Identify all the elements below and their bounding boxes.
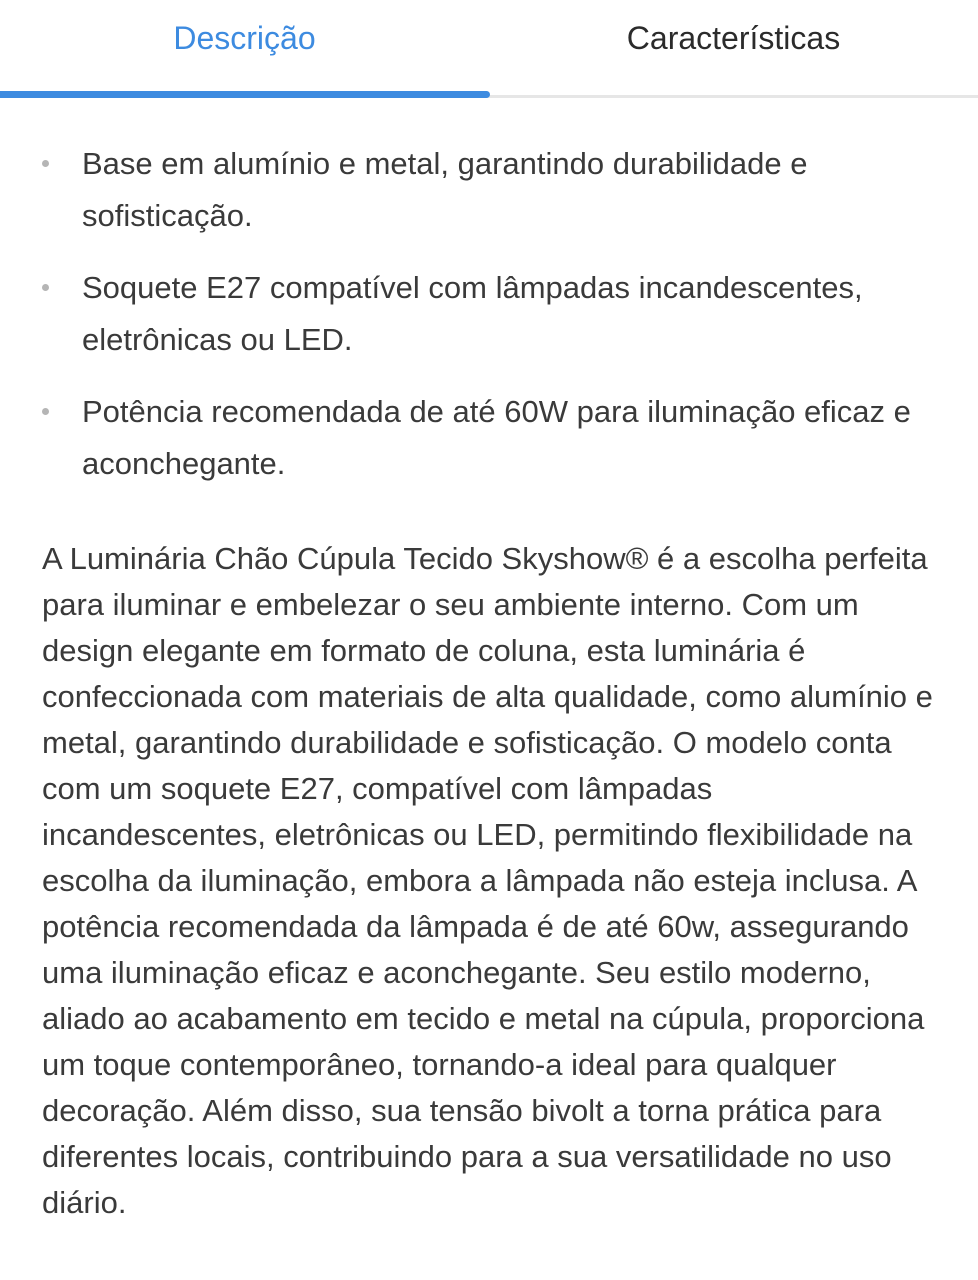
- tab-bar: [0, 0, 978, 98]
- feature-list: [42, 138, 936, 490]
- description-panel: [0, 138, 978, 1226]
- list-item: [42, 386, 936, 490]
- list-item: [42, 262, 936, 366]
- feature-text: Soquete E27 compatível com lâmpadas incandescentes, eletrônicas ou LED.: [82, 270, 863, 357]
- list-item: [42, 138, 936, 242]
- active-tab-indicator: [0, 91, 490, 98]
- feature-text: Potência recomendada de até 60W para iluminação eficaz e aconchegante.: [82, 394, 911, 481]
- tab-caracteristicas[interactable]: Características: [626, 20, 841, 56]
- bullet-icon: [42, 408, 49, 415]
- bullet-icon: [42, 160, 49, 167]
- product-description: A Luminária Chão Cúpula Tecido Skyshow® é a escolha perfeita para iluminar e embelezar o seu ambiente interno. Com um design elegante em formato de coluna, esta luminária é confeccionada com materiais de alta qualidade, como alumínio e metal, garantindo durabilidade e sofisticação. O modelo conta com um soquete E27, compatível com lâmpadas incandescentes, eletrônicas ou LED, permitindo flexibilidade na escolha da iluminação, embora a lâmpada não esteja inclusa. A potência recomendada da lâmpada é de até 60w, assegurando uma iluminação eficaz e aconchegante. Seu estilo moderno, aliado ao acabamento em tecido e metal na cúpula, proporciona um toque contemporâneo, tornando-a ideal para qualquer decoração. Além disso, sua tensão bivolt a torna prática para diferentes locais, contribuindo para a sua versatilidade no uso diário.: [42, 541, 933, 1220]
- tab-descricao[interactable]: Descrição: [173, 20, 316, 56]
- bullet-icon: [42, 284, 49, 291]
- feature-text: Base em alumínio e metal, garantindo durabilidade e sofisticação.: [82, 146, 808, 233]
